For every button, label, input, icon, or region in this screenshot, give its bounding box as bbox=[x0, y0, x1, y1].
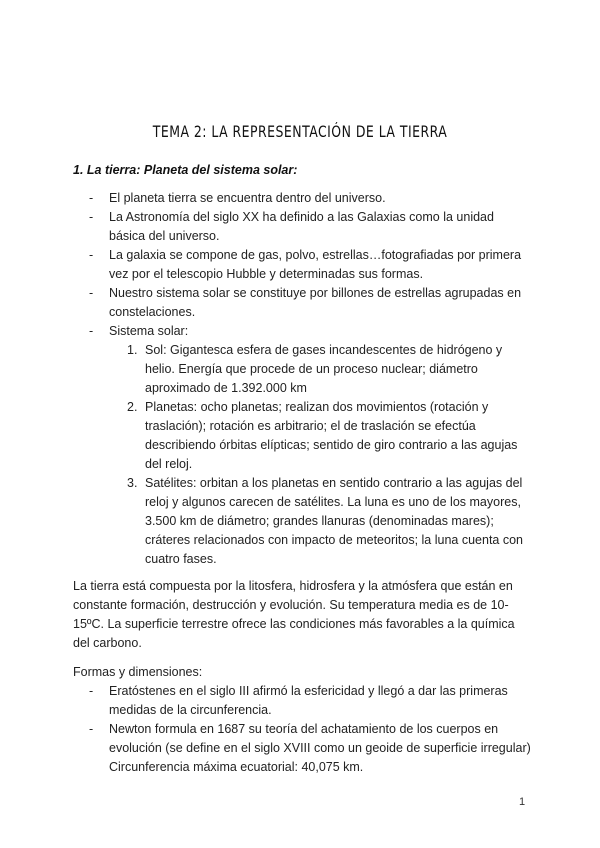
numbered-item bbox=[127, 341, 527, 398]
item-number: 2. bbox=[127, 400, 138, 414]
dash-marker: - bbox=[89, 324, 94, 338]
numbered-list bbox=[127, 341, 527, 569]
body-paragraph: La tierra está compuesta por la litosfera, hidrosfera y la atmósfera que están en constante formación, destrucción y evolución. Su temperatura media es de 10-15ºC. La superficie terrestre ofrece las condiciones más favorables a la química del carbono. bbox=[73, 579, 515, 650]
list-item bbox=[73, 189, 533, 208]
list-item bbox=[73, 284, 533, 322]
numbered-item bbox=[127, 398, 527, 474]
list-item-text: Sistema solar: bbox=[109, 324, 189, 338]
dash-marker: - bbox=[89, 248, 94, 262]
dash-marker: - bbox=[89, 286, 94, 300]
list-item bbox=[73, 246, 533, 284]
page-number: 1 bbox=[519, 796, 526, 808]
list-item-text: El planeta tierra se encuentra dentro del universo. bbox=[109, 191, 386, 205]
list-item bbox=[73, 720, 533, 777]
dash-marker: - bbox=[89, 191, 94, 205]
list-item-text: Newton formula en 1687 su teoría del achatamiento de los cuerpos en evolución (se define en el siglo XVIII como un geoide de superficie irregular) Circunferencia máxima ecuatorial: 40,075 km. bbox=[109, 722, 531, 774]
item-number: 1. bbox=[127, 343, 138, 357]
list-item bbox=[73, 682, 533, 720]
page-title: TEMA 2: LA REPRESENTACIÓN DE LA TIERRA bbox=[152, 122, 448, 141]
list-item bbox=[73, 208, 533, 246]
section-heading: 1. La tierra: Planeta del sistema solar: bbox=[73, 163, 298, 177]
numbered-item-text: Planetas: ocho planetas; realizan dos movimientos (rotación y traslación); rotación es arbitrario; el de traslación se efectúa describiendo órbitas elípticas; sentido de giro contrario a las agujas del reloj. bbox=[145, 400, 518, 471]
list-item-text: La Astronomía del siglo XX ha definido a las Galaxias como la unidad básica del universo. bbox=[109, 210, 494, 243]
item-number: 3. bbox=[127, 476, 138, 490]
numbered-item-text: Satélites: orbitan a los planetas en sentido contrario a las agujas del reloj y algunos carecen de satélites. La luna es uno de los mayores, 3.500 km de diámetro; grandes llanuras (denominadas mares); cráteres relacionados con impacto de meteoritos; la luna cuenta con cuatro fases. bbox=[145, 476, 523, 566]
dash-marker: - bbox=[89, 722, 94, 736]
numbered-item bbox=[127, 474, 527, 569]
bullet-list bbox=[73, 189, 533, 341]
numbered-item-text: Sol: Gigantesca esfera de gases incandescentes de hidrógeno y helio. Energía que procede de un proceso nuclear; diámetro aproximado de 1.392.000 km bbox=[145, 343, 503, 395]
forms-bullet-list bbox=[73, 682, 533, 777]
dash-marker: - bbox=[89, 210, 94, 224]
list-item-text: La galaxia se compone de gas, polvo, estrellas…fotografiadas por primera vez por el telescopio Hubble y determinadas sus formas. bbox=[109, 248, 522, 281]
forms-heading: Formas y dimensiones: bbox=[73, 665, 203, 679]
list-item-text: Eratóstenes en el siglo III afirmó la esfericidad y llegó a dar las primeras medidas de la circunferencia. bbox=[109, 684, 508, 717]
list-item-text: Nuestro sistema solar se constituye por billones de estrellas agrupadas en constelaciones. bbox=[109, 286, 522, 319]
dash-marker: - bbox=[89, 684, 94, 698]
list-item bbox=[73, 322, 533, 341]
